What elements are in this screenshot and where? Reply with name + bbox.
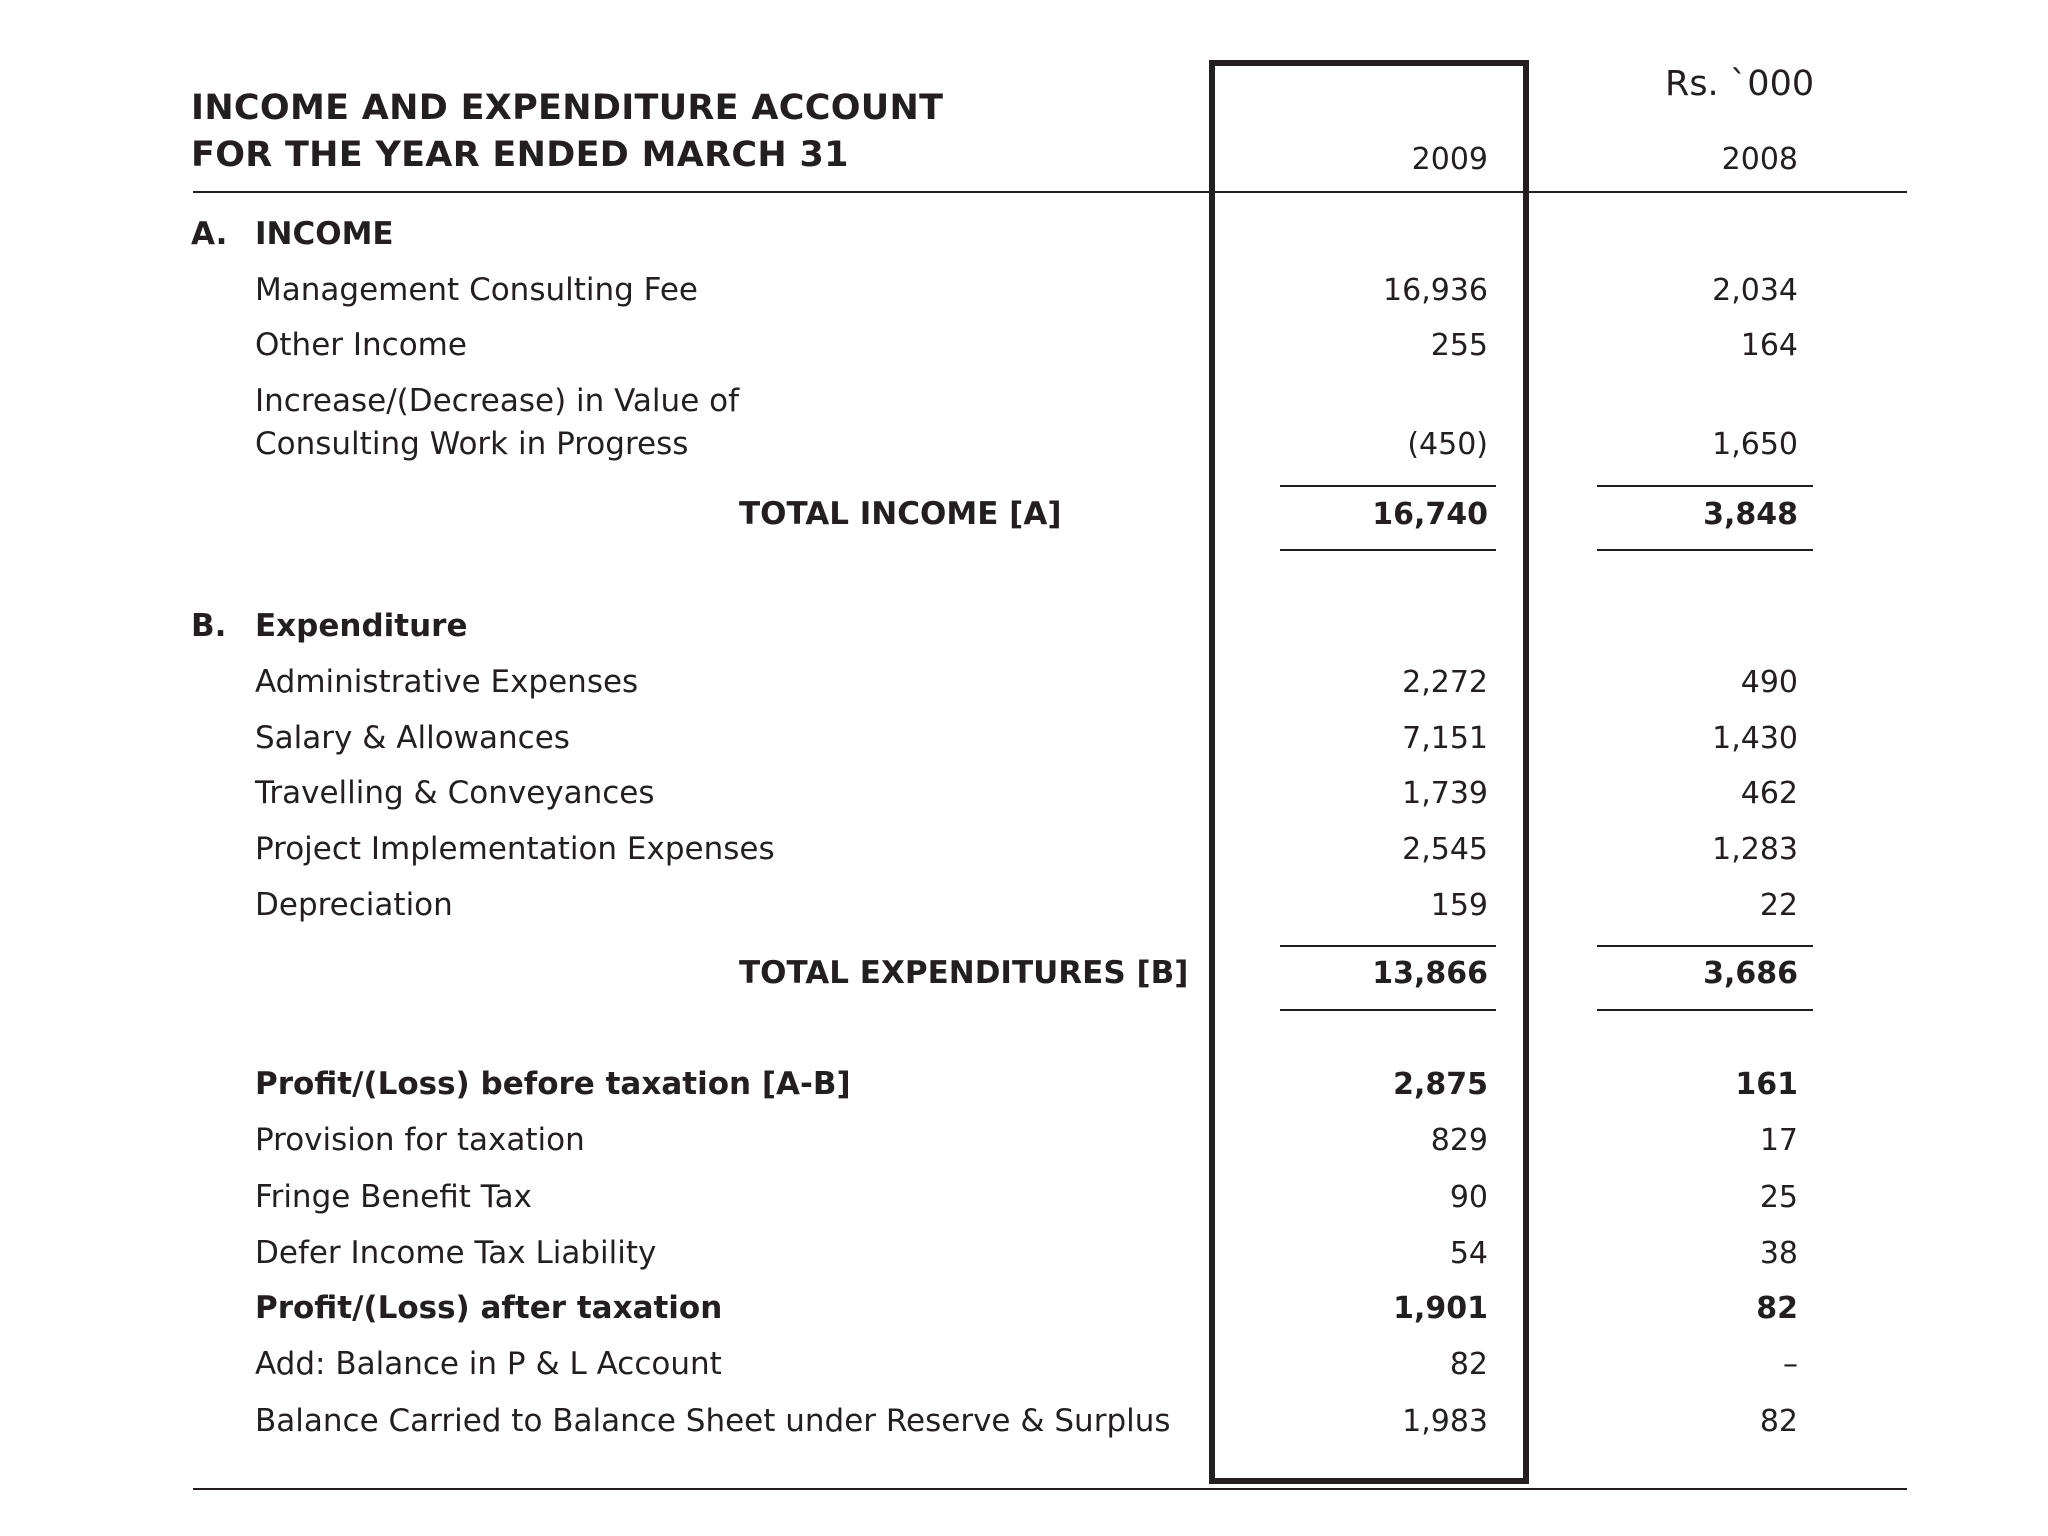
statement-title-line2: FOR THE YEAR ENDED MARCH 31: [191, 135, 849, 175]
value-2008: 82: [1759, 1404, 1798, 1439]
total-income-bottom-rule-2009: [1280, 549, 1496, 551]
row-label: Travelling & Conveyances: [255, 775, 655, 811]
total-income-top-rule-2009: [1280, 485, 1496, 487]
value-2008: 490: [1740, 665, 1798, 700]
year-2008-header: 2008: [1721, 142, 1798, 177]
total-exp-top-rule-2008: [1597, 945, 1813, 947]
header-rule: [193, 191, 1907, 193]
total-expenditures-label: TOTAL EXPENDITURES [B]: [739, 955, 1189, 991]
total-expenditures-2008: 3,686: [1703, 956, 1798, 991]
row-label: Salary & Allowances: [255, 720, 570, 756]
total-income-top-rule-2008: [1597, 485, 1813, 487]
footer-rule: [193, 1488, 1907, 1490]
value-2009: 159: [1430, 888, 1488, 923]
value-2008: –: [1783, 1347, 1798, 1382]
row-label: Management Consulting Fee: [255, 272, 698, 308]
value-2008: 82: [1756, 1291, 1798, 1326]
section-b-letter: B.: [191, 608, 227, 644]
expenditure-section-title: Expenditure: [255, 608, 468, 644]
value-2009: 1,901: [1393, 1291, 1488, 1326]
value-2009: 7,151: [1402, 721, 1488, 756]
total-income-2008: 3,848: [1703, 497, 1798, 532]
row-label-line1: Increase/(Decrease) in Value of: [255, 383, 739, 419]
row-label: Profit/(Loss) after taxation: [255, 1290, 723, 1326]
value-2009: 54: [1449, 1236, 1488, 1271]
value-2008: 38: [1759, 1236, 1798, 1271]
value-2009: 1,739: [1402, 776, 1488, 811]
row-label: Defer Income Tax Liability: [255, 1235, 657, 1271]
currency-units-label: Rs. `000: [1665, 64, 1815, 104]
total-income-2009: 16,740: [1372, 497, 1488, 532]
statement-title-line1: INCOME AND EXPENDITURE ACCOUNT: [191, 88, 944, 128]
total-exp-top-rule-2009: [1280, 945, 1496, 947]
row-label: Add: Balance in P & L Account: [255, 1346, 722, 1382]
row-label: Balance Carried to Balance Sheet under Reserve & Surplus: [255, 1403, 1171, 1439]
total-expenditures-2009: 13,866: [1372, 956, 1488, 991]
value-2009: 82: [1449, 1347, 1488, 1382]
value-2008: 1,430: [1712, 721, 1798, 756]
row-label: Administrative Expenses: [255, 664, 639, 700]
value-2008: 1,283: [1712, 832, 1798, 867]
value-2008: 22: [1759, 888, 1798, 923]
value-2009: 90: [1449, 1180, 1488, 1215]
row-label: Depreciation: [255, 887, 453, 923]
value-2009: 2,545: [1402, 832, 1488, 867]
value-2009: 255: [1430, 328, 1488, 363]
value-2009: 16,936: [1383, 273, 1488, 308]
total-exp-bottom-rule-2008: [1597, 1009, 1813, 1011]
row-label: Provision for taxation: [255, 1122, 585, 1158]
row-label: Consulting Work in Progress: [255, 426, 689, 462]
total-exp-bottom-rule-2009: [1280, 1009, 1496, 1011]
total-income-label: TOTAL INCOME [A]: [739, 496, 1062, 532]
value-2009: 2,272: [1402, 665, 1488, 700]
value-2008: 1,650: [1712, 427, 1798, 462]
value-2009: 2,875: [1393, 1067, 1488, 1102]
row-label: Profit/(Loss) before taxation [A-B]: [255, 1066, 851, 1102]
value-2008: 161: [1735, 1067, 1798, 1102]
row-label: Project Implementation Expenses: [255, 831, 775, 867]
section-a-letter: A.: [191, 216, 228, 252]
value-2009: 829: [1430, 1123, 1488, 1158]
value-2008: 164: [1740, 328, 1798, 363]
value-2008: 25: [1759, 1180, 1798, 1215]
value-2009: (450): [1407, 427, 1488, 462]
value-2008: 17: [1759, 1123, 1798, 1158]
value-2009: 1,983: [1402, 1404, 1488, 1439]
row-label: Fringe Benefit Tax: [255, 1179, 532, 1215]
value-2008: 2,034: [1712, 273, 1798, 308]
year-2009-header: 2009: [1411, 142, 1488, 177]
total-income-bottom-rule-2008: [1597, 549, 1813, 551]
value-2008: 462: [1740, 776, 1798, 811]
income-section-title: INCOME: [255, 216, 394, 252]
row-label: Other Income: [255, 327, 467, 363]
